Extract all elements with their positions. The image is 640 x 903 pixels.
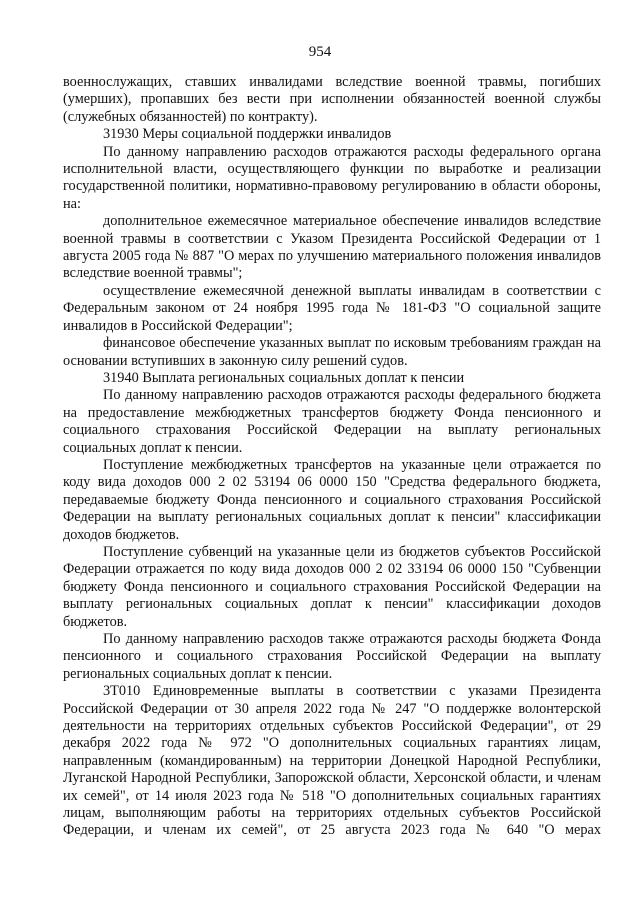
paragraph: По данному направлению расходов отражаются расходы федерального органа исполнительной власти, осуществляющего функции по выработке и реализации государственной политики, нормативно-правовому регулированию в области обороны, на:	[63, 143, 601, 212]
section-heading-31940: 31940 Выплата региональных социальных доплат к пенсии	[103, 369, 465, 386]
paragraph: Поступление межбюджетных трансфертов на указанные цели отражается по коду вида доходов 000 2 02 53194 06 0000 150 "Средства федерального бюджета, передаваемые бюджету Фонда пенсионного и социального страхования Российской Федерации на выплату региональных социальных доплат к пенсии" классификации доходов бюджетов.	[63, 456, 601, 543]
paragraph: финансовое обеспечение указанных выплат по исковым требованиям граждан на основании вступивших в законную силу решений судов.	[63, 335, 601, 369]
paragraph-continuation: военнослужащих, ставших инвалидами вследствие военной травмы, погибших (умерших), пропавших без вести при исполнении обязанностей военной службы (служебных обязанностей) по контракту).	[63, 74, 601, 125]
paragraph: осуществление ежемесячной денежной выплаты инвалидам в соответствии с Федеральным законом от 24 ноября 1995 года № 181-ФЗ "О социальной защите инвалидов в Российской Федерации";	[63, 282, 601, 334]
paragraph: Поступление субвенций на указанные цели из бюджетов субъектов Российской Федерации отражается по коду вида доходов 000 2 02 33194 06 0000 150 "Субвенции бюджету Фонда пенсионного и социального страхования Российской Федерации на выплату региональных социальных доплат к пенсии" классификации доходов бюджетов.	[63, 543, 601, 630]
paragraph: По данному направлению расходов отражаются расходы федерального бюджета на предоставление межбюджетных трансфертов бюджету Фонда пенсионного и социального страхования Российской Федерации на выплату региональных социальных доплат к пенсии.	[63, 387, 601, 456]
paragraph: По данному направлению расходов также отражаются расходы бюджета Фонда пенсионного и социального страхования Российской Федерации на выплату региональных социальных доплат к пенсии.	[63, 631, 601, 682]
page-number: 954	[308, 44, 332, 60]
section-paragraph-3t010: 3Т010 Единовременные выплаты в соответствии с указами Президента Российской Федерации от 30 апреля 2022 года № 247 "О поддержке волонтерской деятельности на территориях отдельных субъектов Российской Федерации", от 29 декабря 2022 года № 972 "О дополнительных социальных гарантиях лицам, направленным (командированным) на территории Донецкой Народной Республики, Луганской Народной Республики, Запорожской области, Херсонской области, и членам их семей", от 14 июля 2023 года № 518 "О дополнительных социальных гарантиях лицам, выполняющим работы на территориях отдельных субъектов Российской Федерации, и членам их семей", от 25 августа 2023 года № 640 "О мерах	[63, 683, 601, 839]
document-body	[63, 74, 601, 840]
paragraph: дополнительное ежемесячное материальное обеспечение инвалидов вследствие военной травмы в соответствии с Указом Президента Российской Федерации от 1 августа 2005 года № 887 "О мерах по улучшению материального положения инвалидов вследствие военной травмы";	[63, 213, 601, 282]
section-heading-31930: 31930 Меры социальной поддержки инвалидов	[103, 126, 392, 143]
